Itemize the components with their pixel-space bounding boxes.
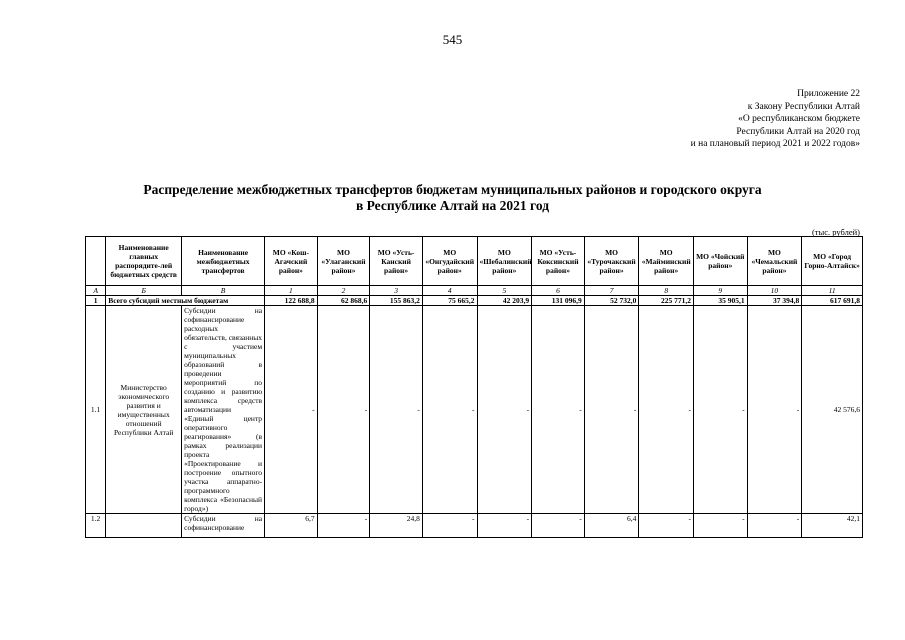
value-cell: 225 771,2 (639, 296, 694, 306)
header-cell: МО «Усть-Канский район» (370, 237, 423, 286)
value-cell: 42 203,9 (477, 296, 532, 306)
header-row (86, 237, 863, 286)
appendix-block (691, 88, 860, 151)
ministry-cell: Министерство экономического развития и имущественных отношений Республики Алтай (106, 306, 182, 514)
value-cell: - (317, 306, 370, 514)
appendix-line: к Закону Республики Алтай (747, 101, 860, 112)
appendix-line: и на плановый период 2021 и 2022 годов» (690, 139, 860, 149)
column-index: А (86, 286, 106, 296)
column-index: 10 (747, 286, 802, 296)
value-cell: 155 863,2 (370, 296, 423, 306)
transfer-name-cell: Субсидии на софинансирование расходных обязательств, связанных с участием муниципальных образований в проведении мероприятий по созданию и развитию комплекса средств автоматизации «Единый центр оперативного реагирования» (в рамках реализации проекта «Проектирование и построение опытного участка аппаратно-программного комплекса «Безопасный город») (182, 306, 265, 514)
column-index: 3 (370, 286, 423, 296)
column-index: Б (106, 286, 182, 296)
header-cell: МО «Усть-Коксинский район» (532, 237, 585, 286)
value-cell: 42 576,6 (802, 306, 863, 514)
header-cell (86, 237, 106, 286)
value-cell: 75 665,2 (422, 296, 477, 306)
value-cell: 122 688,8 (265, 296, 318, 306)
value-cell: - (532, 514, 585, 538)
column-index: 11 (802, 286, 863, 296)
value-cell: - (422, 514, 477, 538)
value-cell: 42,1 (802, 514, 863, 538)
header-cell: Наименование межбюджетных трансфертов (182, 237, 265, 286)
transfer-name-text: Субсидии на софинансирование (184, 514, 263, 532)
column-index: В (182, 286, 265, 296)
header-cell: МО «Чойский район» (694, 237, 748, 286)
value-cell: - (477, 514, 532, 538)
row-number: 1 (86, 296, 106, 306)
header-cell: МО «Онгудайский район» (422, 237, 477, 286)
value-cell: 6,4 (584, 514, 639, 538)
transfer-name-cell (182, 514, 265, 538)
row-number: 1.2 (86, 514, 106, 538)
appendix-line: Республики Алтай на 2020 год (736, 126, 860, 137)
header-cell: МО «Шебалинский район» (477, 237, 532, 286)
header-cell: МО «Улаганский район» (317, 237, 370, 286)
value-cell: - (370, 306, 423, 514)
value-cell: - (265, 306, 318, 514)
value-cell: 35 905,1 (694, 296, 748, 306)
table-row (86, 306, 863, 514)
ministry-cell (106, 514, 182, 538)
column-index: 7 (584, 286, 639, 296)
value-cell: 24,8 (370, 514, 423, 538)
value-cell: 37 394,8 (747, 296, 802, 306)
appendix-line: Приложение 22 (797, 89, 860, 99)
header-cell: МО «Кош-Агачский район» (265, 237, 318, 286)
header-cell: МО «Город Горно-Алтайск» (802, 237, 863, 286)
column-index: 8 (639, 286, 694, 296)
value-cell: - (584, 306, 639, 514)
value-cell: 6,7 (265, 514, 318, 538)
header-cell: МО «Чемальский район» (747, 237, 802, 286)
table-row (86, 514, 863, 538)
value-cell: 52 732,0 (584, 296, 639, 306)
value-cell: - (639, 306, 694, 514)
title-line: в Республике Алтай на 2021 год (355, 198, 550, 213)
value-cell: 131 096,9 (532, 296, 585, 306)
value-cell: 617 691,8 (802, 296, 863, 306)
column-index: 2 (317, 286, 370, 296)
value-cell: - (532, 306, 585, 514)
page-number: 545 (442, 32, 463, 47)
transfers-table (85, 236, 863, 538)
value-cell: - (477, 306, 532, 514)
column-index-row (86, 286, 863, 296)
column-index: 9 (694, 286, 748, 296)
value-cell: - (317, 514, 370, 538)
value-cell: 62 868,6 (317, 296, 370, 306)
total-label: Всего субсидий местным бюджетам (106, 296, 265, 306)
column-index: 1 (265, 286, 318, 296)
header-cell: Наименование главных распорядите-лей бюджетных средств (106, 237, 182, 286)
value-cell: - (639, 514, 694, 538)
value-cell: - (747, 514, 802, 538)
document-title (90, 182, 815, 214)
column-index: 6 (532, 286, 585, 296)
value-cell: - (694, 306, 748, 514)
appendix-line: «О республиканском бюджете (738, 114, 860, 124)
value-cell: - (422, 306, 477, 514)
column-index: 5 (477, 286, 532, 296)
units-label: (тыс. рублей) (811, 227, 860, 237)
value-cell: - (747, 306, 802, 514)
total-row (86, 296, 863, 306)
header-cell: МО «Майминский район» (639, 237, 694, 286)
title-line: Распределение межбюджетных трансфертов бюджетам муниципальных районов и городского округа (143, 182, 762, 197)
header-cell: МО «Турочакский район» (584, 237, 639, 286)
value-cell: - (694, 514, 748, 538)
column-index: 4 (422, 286, 477, 296)
row-number: 1.1 (86, 306, 106, 514)
